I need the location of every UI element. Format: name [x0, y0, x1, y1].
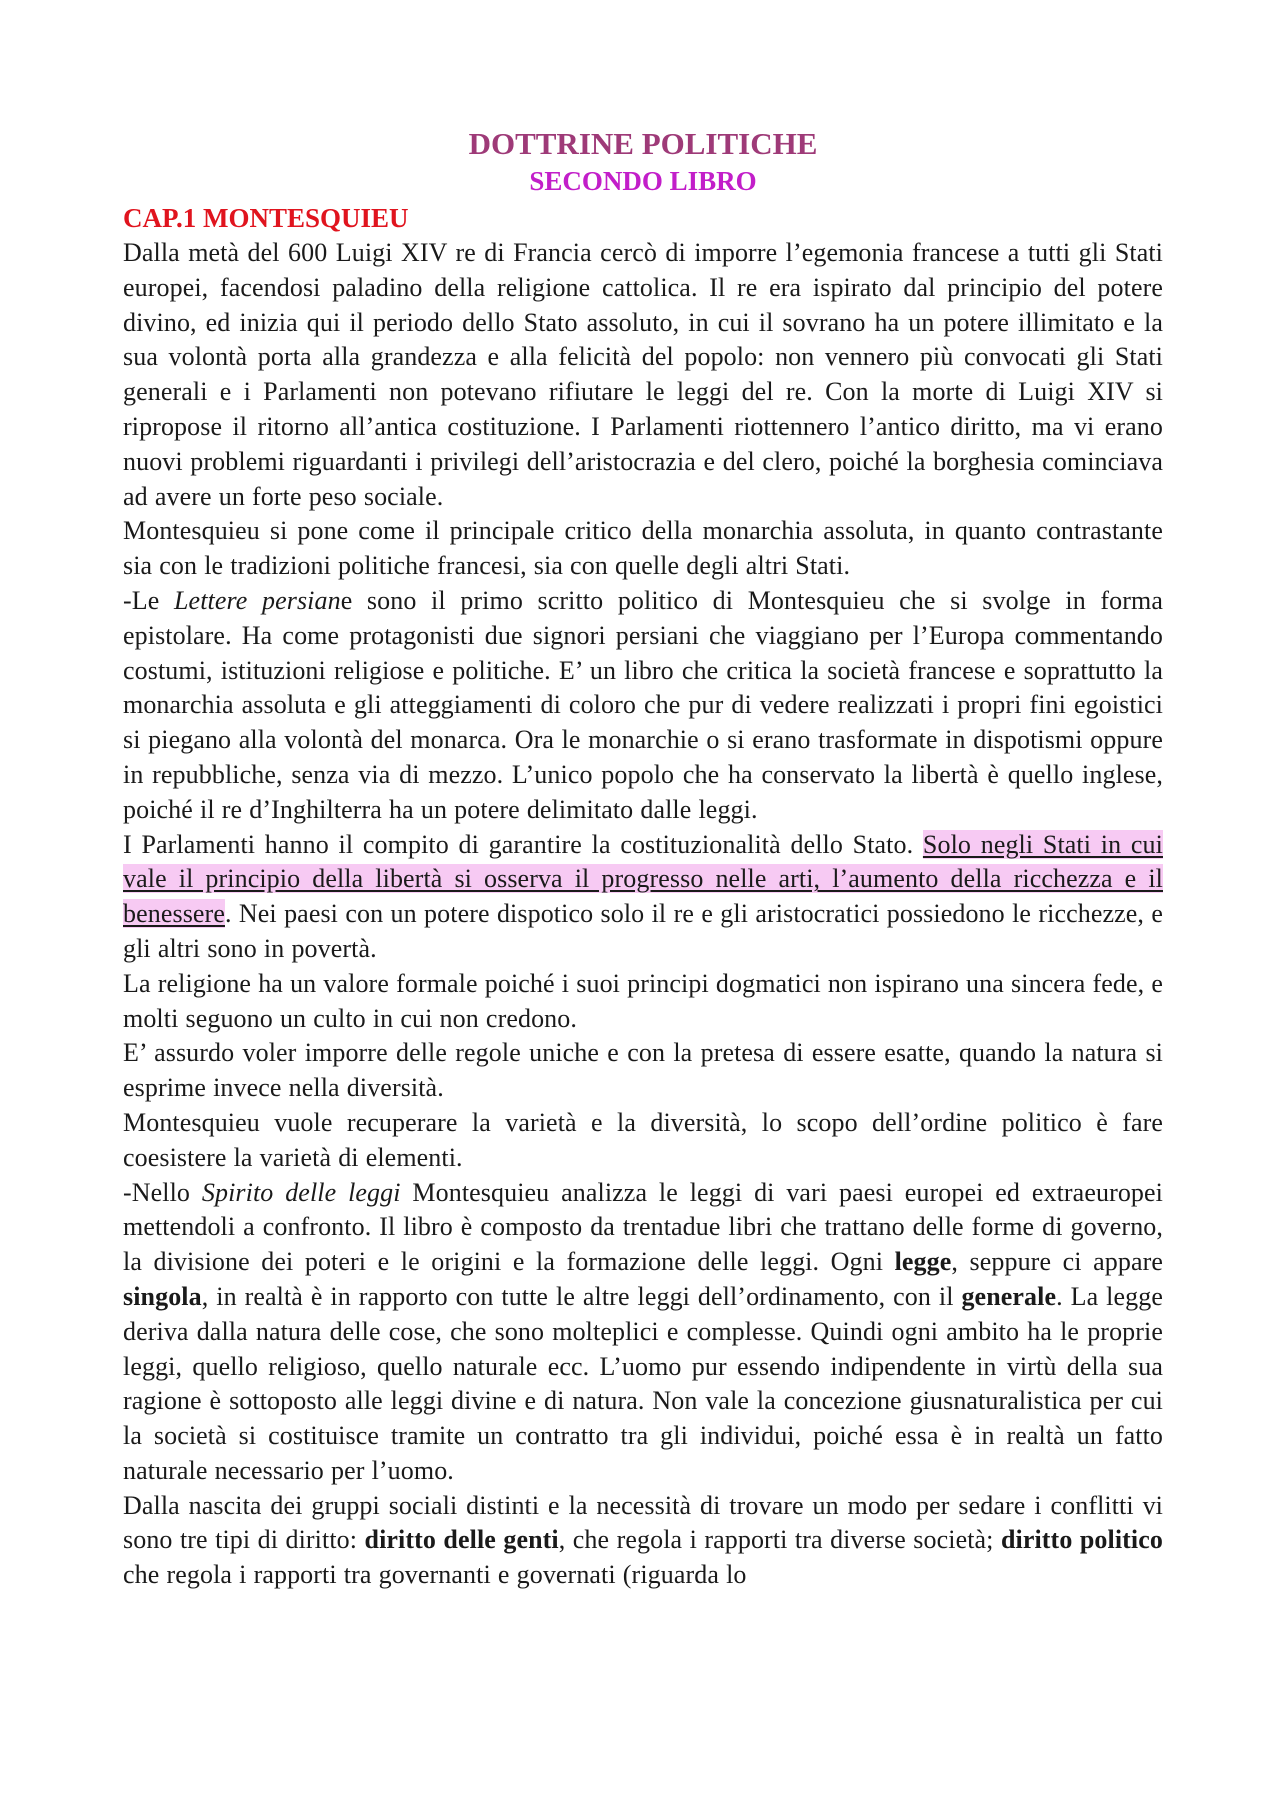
paragraph-9-text-1: Dalla nascita dei gruppi sociali distinti e la necessità di trovare un modo per sedare i conflitti vi sono tre tipi di diritto:: [123, 1490, 1163, 1555]
document-page: [123, 124, 1163, 1593]
paragraph-4-text: . Nei paesi con un potere dispotico solo il re e gli aristocratici possiedono le ricchezze, e gli altri sono in povertà.: [123, 899, 1163, 963]
bold-term-diritto-delle-genti: diritto delle genti: [364, 1525, 559, 1555]
paragraph-9-text-3: che regola i rapporti tra governanti e governati (riguarda lo: [123, 1560, 747, 1590]
paragraph-2: Montesquieu si pone come il principale critico della monarchia assoluta, in quanto contrastante sia con le tradizioni politiche francesi, sia con quelle degli altri Stati.: [123, 516, 1163, 581]
document-title: DOTTRINE POLITICHE: [468, 126, 818, 161]
bold-term-generale: generale: [961, 1281, 1057, 1311]
book-title-spirito-delle-leggi: Spirito delle leggi: [201, 1177, 401, 1207]
paragraph-8-text-3: , in realtà è in rapporto con tutte le altre leggi dell’ordinamento, con il: [201, 1281, 962, 1311]
book-title-lettere-persiane: Lettere persian: [174, 585, 341, 615]
paragraph-9-text-2: , che regola i rapporti tra diverse società;: [558, 1525, 1001, 1555]
paragraph-8-prefix: -Nello: [123, 1177, 202, 1207]
paragraph-6: E’ assurdo voler imporre delle regole uniche e con la pretesa di essere esatte, quando la natura si esprime invece nella diversità.: [123, 1038, 1163, 1103]
bold-term-diritto-politico: diritto politico: [1000, 1525, 1163, 1555]
highlighted-passage: Solo negli Stati in cui vale il principio della libertà si osserva il progresso nelle arti, l’aumento della ricchezza e il benessere: [123, 829, 1163, 929]
bold-term-singola: singola: [123, 1281, 202, 1311]
paragraph-4-prefix: I Parlamenti hanno il compito di garantire la costituzionalità dello Stato.: [123, 829, 923, 859]
paragraph-8-text-4: . La legge deriva dalla natura delle cose, che sono molteplici e complesse. Quindi ogni ambito ha le proprie leggi, quello religioso, quello naturale ecc. L’uomo pur essendo indipendente in virtù della sua ragione è sottoposto alle leggi divine e di natura. Non vale la concezione giusnaturalistica per cui la società si costituisce tramite un contratto tra gli individui, poiché essa è in realtà un fatto naturale necessario per l’uomo.: [123, 1281, 1163, 1485]
paragraph-9: [123, 1489, 1163, 1593]
paragraph-3: [123, 584, 1163, 828]
paragraph-7: Montesquieu vuole recuperare la varietà e la diversità, lo scopo dell’ordine politico è fare coesistere la varietà di elementi.: [123, 1107, 1163, 1172]
paragraph-4: [123, 828, 1163, 967]
paragraph-8-text-2: , seppure ci appare: [951, 1247, 1163, 1277]
paragraph-8: [123, 1176, 1163, 1489]
document-subtitle: SECONDO LIBRO: [529, 166, 757, 196]
paragraph-3-text: e sono il primo scritto politico di Montesquieu che si svolge in forma epistolare. Ha come protagonisti due signori persiani che viaggiano per l’Europa commentando costumi, istituzioni religiose e politiche. E’ un libro che critica la società francese e soprattutto la monarchia assoluta e gli atteggiamenti di coloro che pur di vedere realizzati i propri fini egoistici si piegano alla volontà del monarca. Ora le monarchie o si erano trasformate in dispotismi oppure in repubbliche, senza via di mezzo. L’unico popolo che ha conservato la libertà è quello inglese, poiché il re d’Inghilterra ha un potere delimitato dalle leggi.: [123, 585, 1163, 824]
bold-term-legge: legge: [894, 1247, 952, 1277]
paragraph-1: Dalla metà del 600 Luigi XIV re di Francia cercò di imporre l’egemonia francese a tutti gli Stati europei, facendosi paladino della religione cattolica. Il re era ispirato dal principio del potere divino, ed inizia qui il periodo dello Stato assoluto, in cui il sovrano ha un potere illimitato e la sua volontà porta alla grandezza e alla felicità del popolo: non vennero più convocati gli Stati generali e i Parlamenti non potevano rifiutare le leggi del re. Con la morte di Luigi XIV si ripropose il ritorno all’antica costituzione. I Parlamenti riottennero l’antico diritto, ma vi erano nuovi problemi riguardanti i privilegi dell’aristocrazia e del clero, poiché la borghesia cominciava ad avere un forte peso sociale.: [123, 238, 1163, 511]
paragraph-3-prefix: -Le: [123, 585, 174, 615]
chapter-heading: CAP.1 MONTESQUIEU: [123, 203, 409, 233]
document-body: [123, 236, 1163, 1593]
paragraph-8-text-1: Montesquieu analizza le leggi di vari paesi europei ed extraeuropei mettendoli a confronto. Il libro è composto da trentadue libri che trattano delle forme di governo, la divisione dei poteri e le origini e la formazione delle leggi. Ogni: [123, 1177, 1163, 1277]
paragraph-5: La religione ha un valore formale poiché i suoi principi dogmatici non ispirano una sincera fede, e molti seguono un culto in cui non credono.: [123, 968, 1163, 1033]
